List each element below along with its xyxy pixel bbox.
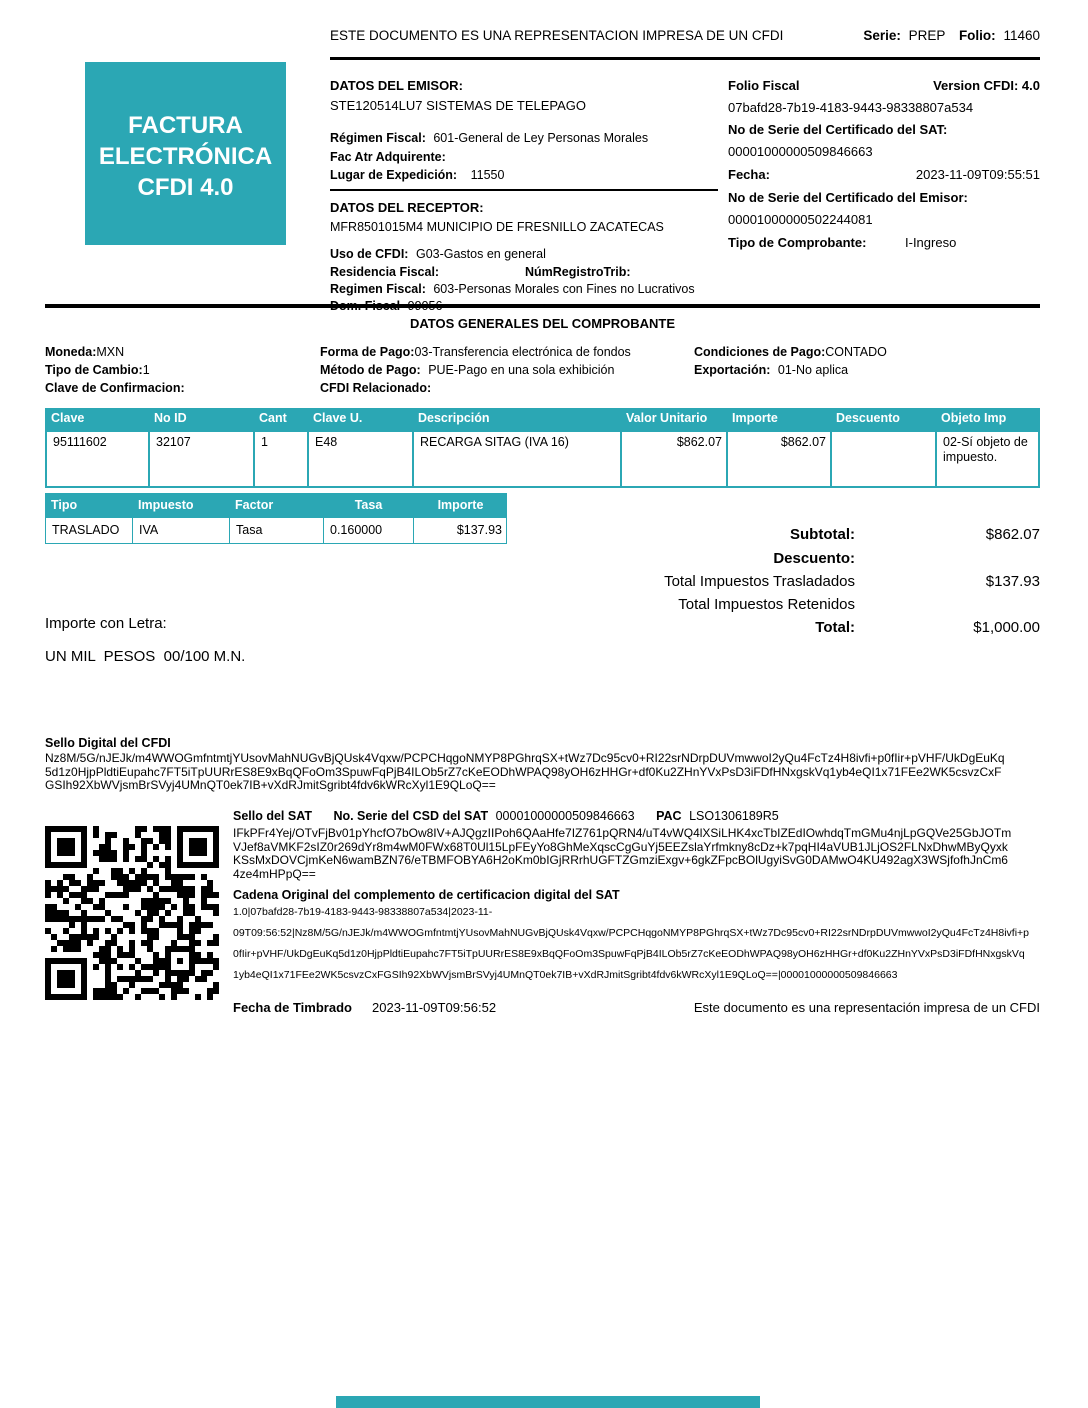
item-descripcion: RECARGA SITAG (IVA 16) — [412, 432, 620, 488]
banner-line1: FACTURA — [128, 112, 243, 139]
condiciones-label: Condiciones de Pago: — [694, 345, 826, 359]
tax-table-row — [45, 518, 507, 544]
col-clave: Clave — [45, 408, 148, 432]
receptor-regimen-label: Regimen Fiscal: — [330, 282, 426, 296]
trasladados-value: $137.93 — [985, 573, 1040, 590]
folio-fiscal-value: 07bafd28-7b19-4183-9443-98338807a534 — [728, 100, 974, 115]
subtotal-label: Subtotal: — [790, 526, 855, 543]
item-cant: 1 — [253, 432, 307, 488]
generales-title: DATOS GENERALES DEL COMPROBANTE — [409, 316, 676, 331]
top-notice: ESTE DOCUMENTO ES UNA REPRESENTACION IMPRESA DE UN CFDI — [330, 28, 784, 43]
exportacion-label: Exportación: — [694, 363, 771, 377]
moneda-value: MXN — [96, 345, 125, 359]
emisor-title: DATOS DEL EMISOR: — [330, 78, 463, 93]
lugar-expedicion — [330, 168, 504, 182]
col-claveu: Clave U. — [307, 408, 412, 432]
items-table-header — [45, 408, 1040, 432]
serie-sat-value: 00001000000509846663 — [728, 144, 873, 159]
tax-table — [45, 493, 507, 544]
banner-line3: CFDI 4.0 — [137, 174, 234, 201]
metodo-pago — [320, 363, 614, 377]
header-divider — [330, 57, 1040, 60]
retenidos-label: Total Impuestos Retenidos — [678, 596, 855, 613]
serie-emisor-label: No de Serie del Certificado del Emisor: — [728, 190, 968, 205]
serie-sat-label: No de Serie del Certificado del SAT: — [728, 122, 948, 137]
pac-label: PAC — [656, 809, 682, 823]
sello-cfdi-text — [45, 752, 1053, 793]
total-label: Total: — [815, 619, 855, 636]
emisor-name: STE120514LU7 SISTEMAS DE TELEPAGO — [330, 98, 587, 113]
items-table-row — [45, 432, 1040, 488]
sello-sat-line: IFkPFr4Yej/OTvFjBv01pYhcfO7bOw8IV+AJQgzIIPoh6QAaHfe7IZ761pQRN4/uT4vWQ4lXSiLHK4xcTbIZEdIOwhdqTmGMu4njLpGQVe25GbJOTm — [233, 826, 1012, 840]
tax-importe: $137.93 — [413, 518, 507, 544]
total-value: $1,000.00 — [973, 619, 1040, 636]
item-clave: 95111602 — [45, 432, 148, 488]
tax-impuesto: IVA — [132, 518, 229, 544]
sello-cfdi-line: Nz8M/5G/nJEJk/m4WWOGmfntmtjYUsovMahNUGvBjQUsk4Vqxw/PCPCHqgoNMYP8PGhrqSX+tWz7Dc95cv0+RI22srNDrpDUVmwwoI2yQu4FcTz4H8ivfi+p0fIir+pVHF/UkDgEuKq — [45, 751, 1005, 765]
importe-letra-label: Importe con Letra: — [45, 615, 167, 632]
folio-value: 11460 — [1003, 28, 1040, 43]
receptor-regimen-value: 603-Personas Morales con Fines no Lucrativos — [433, 282, 695, 296]
items-table — [45, 408, 1040, 488]
receptor-title: DATOS DEL RECEPTOR: — [330, 200, 484, 215]
factura-banner — [85, 62, 286, 245]
folio-label: Folio: — [958, 28, 996, 43]
cadena-text — [233, 902, 1045, 986]
item-descuento — [830, 432, 935, 488]
forma-pago — [320, 345, 631, 359]
banner-line2: ELECTRÓNICA — [98, 143, 273, 170]
metodo-pago-label: Método de Pago: — [320, 363, 421, 377]
version-cfdi-label: Version CFDI: 4.0 — [933, 78, 1040, 93]
fac-atr-label: Fac Atr Adquirente: — [330, 150, 446, 164]
emisor-regimen-label: Régimen Fiscal: — [330, 131, 426, 145]
sello-cfdi-line: 5d1z0HjpPldtiEupahc7FT5iTpUURrES8E9xBqQFoOm3SpuwFqPjB4ILOb5rZ7cKeEODhWPAQ98yOH6zHHGr+df0Ku2ZHnYVxPsD3iFDfHNxgskVq1yb4eQI1x71FEe2WK5csvzCxF — [45, 764, 1002, 779]
exportacion-value: 01-No aplica — [777, 363, 849, 377]
footer-note: Este documento es una representación impresa de un CFDI — [693, 1000, 1040, 1015]
item-noid: 32107 — [148, 432, 253, 488]
metodo-pago-value: PUE-Pago en una sola exhibición — [428, 363, 615, 377]
tipo-comprobante-label: Tipo de Comprobante: — [728, 235, 867, 250]
moneda — [45, 345, 124, 359]
receptor-name: MFR8501015M4 MUNICIPIO DE FRESNILLO ZACATECAS — [330, 220, 664, 234]
forma-pago-value: 03-Transferencia electrónica de fondos — [414, 345, 631, 359]
item-objeto-imp: 02-Sí objeto de impuesto. — [935, 432, 1040, 488]
col-valor-unitario: Valor Unitario — [620, 408, 726, 432]
pac-value: LSO1306189R5 — [689, 809, 779, 823]
item-claveu: E48 — [307, 432, 412, 488]
cfdi-relacionado-label: CFDI Relacionado: — [320, 381, 432, 395]
cadena-title: Cadena Original del complemento de certificacion digital del SAT — [233, 888, 620, 902]
receptor-regimen — [330, 282, 695, 296]
col-descuento: Descuento — [830, 408, 935, 432]
tax-tipo: TRASLADO — [45, 518, 132, 544]
emisor-regimen — [330, 131, 648, 145]
cadena-line: 0fIir+pVHF/UkDgEuKq5d1z0HjpPldtiEupahc7FT5iTpUURrES8E9xBqQFoOm3SpuwFqPjB4ILOb5rZ7cKeEODhWPAQ98yOH6zHHGr+df0Ku2ZHnYVxPsD3iFDfHNxgskVq — [233, 948, 1025, 960]
cadena-line: 1.0|07bafd28-7b19-4183-9443-98338807a534|2023-11- — [233, 906, 493, 918]
importe-letra-value: UN MIL PESOS 00/100 M.N. — [45, 648, 246, 665]
numregistro-label: NúmRegistroTrib: — [525, 265, 631, 279]
lugar-value: 11550 — [470, 168, 505, 182]
col-importe: Importe — [726, 408, 830, 432]
tax-col-factor: Factor — [229, 493, 323, 518]
tipo-cambio-label: Tipo de Cambio: — [45, 363, 143, 377]
timbrado-label: Fecha de Timbrado — [233, 1000, 352, 1015]
tax-factor: Tasa — [229, 518, 323, 544]
tax-col-impuesto: Impuesto — [132, 493, 229, 518]
serie-folio — [863, 28, 1040, 43]
col-cant: Cant — [253, 408, 307, 432]
cadena-line: 1yb4eQI1x71FEe2WK5csvzCxFGSIh92XbWVjsmBrSVyj4UMnQT0ek7IB+vXdRJmitSgribt4fdv6kWRcXyl1E9QLoQ==|00001000000509846663 — [233, 969, 898, 981]
serie-emisor-value: 00001000000502244081 — [728, 212, 873, 227]
condiciones-value: CONTADO — [825, 345, 887, 359]
fecha-value: 2023-11-09T09:55:51 — [915, 167, 1040, 182]
col-objeto-imp: Objeto Imp — [935, 408, 1040, 432]
forma-pago-label: Forma de Pago: — [320, 345, 415, 359]
serie-value: PREP — [908, 28, 946, 43]
qr-code-svg — [45, 826, 219, 1000]
footer-accent-bar — [336, 1396, 760, 1408]
exportacion — [694, 363, 848, 377]
tipo-cambio-value: 1 — [142, 363, 150, 377]
descuento-label: Descuento: — [773, 550, 855, 567]
uso-label: Uso de CFDI: — [330, 247, 409, 261]
residencia-label: Residencia Fiscal: — [330, 265, 440, 279]
sello-cfdi-title: Sello Digital del CFDI — [45, 736, 171, 750]
tax-col-importe: Importe — [413, 493, 507, 518]
csd-sat-value: 00001000000509846663 — [495, 809, 635, 823]
sello-sat-line: VJef8aVMKF2sIZ0r269dYr8m4wM0FWx68T0Ul15LpFEyYo8GhMeXqscCgGuYj5EEZslaYrfmkny8cDz+k7pqHI4aVUB1JLjOS2FLNxDhwMByQyxk — [233, 839, 1008, 854]
col-noid: No ID — [148, 408, 253, 432]
sello-sat-line: KSsMxDOVCjmKeN6wamBZN76/eTBMFOBYA6H2oKm0bIGjRRrhUGFTZGmziExgv+6gkZFpcBOlUgyiSvG0DAMwO4KU492agX3WSjfofhJnCm6 — [233, 853, 1008, 867]
trasladados-label: Total Impuestos Trasladados — [664, 573, 855, 590]
csd-sat-label: No. Serie del CSD del SAT — [333, 809, 489, 823]
tipo-cambio — [45, 363, 150, 377]
serie-label: Serie: — [863, 28, 901, 43]
emisor-divider — [330, 189, 718, 191]
qr-code — [45, 826, 219, 1000]
tipo-comprobante-value: I-Ingreso — [905, 235, 957, 250]
tax-table-header — [45, 493, 507, 518]
generales-divider — [45, 304, 1040, 308]
condiciones-pago — [694, 345, 887, 359]
fecha-label: Fecha: — [728, 167, 770, 182]
sello-sat-label: Sello del SAT — [233, 809, 312, 823]
sello-sat-text — [233, 827, 1045, 881]
uso-cfdi — [330, 247, 546, 261]
sello-sat-line: 4ze4mHPpQ== — [233, 866, 316, 881]
item-importe: $862.07 — [726, 432, 830, 488]
item-valor-unitario: $862.07 — [620, 432, 726, 488]
timbrado-value: 2023-11-09T09:56:52 — [372, 1000, 497, 1015]
sello-sat-header — [233, 809, 779, 823]
emisor-regimen-value: 601-General de Ley Personas Morales — [433, 131, 649, 145]
sello-cfdi-line: GSIh92XbWVjsmBrSVyj4UMnQT0ek7IB+vXdRJmitSgribt4fdv6kWRcXyl1E9QLoQ== — [45, 778, 496, 792]
cadena-line: 09T09:56:52|Nz8M/5G/nJEJk/m4WWOGmfntmtjYUsovMahNUGvBjQUsk4Vqxw/PCPCHqgoNMYP8PGhrqSX+tWz7Dc95cv0+RI22srNDrpDUVmwwoI2yQu4FcTz4H8ivfi+p — [233, 927, 1030, 939]
subtotal-value: $862.07 — [985, 526, 1040, 543]
uso-value: G03-Gastos en general — [415, 247, 546, 261]
tax-tasa: 0.160000 — [323, 518, 413, 544]
folio-fiscal-label: Folio Fiscal — [728, 78, 800, 93]
moneda-label: Moneda: — [45, 345, 97, 359]
tax-col-tasa: Tasa — [323, 493, 413, 518]
clave-confirmacion-label: Clave de Confirmacion: — [45, 381, 185, 395]
lugar-label: Lugar de Expedición: — [330, 168, 458, 182]
tax-col-tipo: Tipo — [45, 493, 132, 518]
col-descripcion: Descripción — [412, 408, 620, 432]
